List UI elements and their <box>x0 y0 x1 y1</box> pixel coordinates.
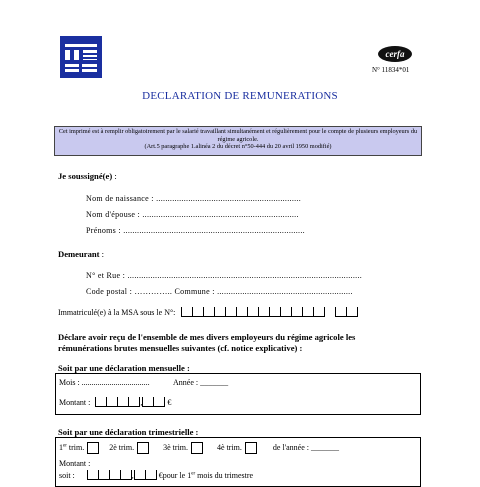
quarter-row <box>59 442 339 454</box>
page-title: DECLARATION DE REMUNERATIONS <box>142 90 338 102</box>
cerfa-badge: cerfa <box>378 46 412 62</box>
birth-name-field[interactable]: Nom de naissance : ............................................................... <box>86 194 302 203</box>
monthly-amount-integer-boxes[interactable] <box>95 397 140 407</box>
msa-logo-mark <box>60 36 102 78</box>
monthly-amount-row: Montant : , € <box>59 398 172 407</box>
address-heading-colon: : <box>99 249 105 259</box>
spouse-name-field[interactable]: Nom d'épouse : .................................................................... <box>86 210 299 219</box>
monthly-amount-decimal-boxes[interactable] <box>142 397 165 407</box>
registration-number-boxes[interactable] <box>181 307 325 317</box>
quarter-2-label: 2è trim. <box>109 442 135 452</box>
quarterly-amount-label: Montant : <box>59 459 91 468</box>
monthly-year-field[interactable]: Année : _______ <box>173 378 229 387</box>
quarter-3-checkbox[interactable] <box>191 442 203 454</box>
commune-field[interactable]: Commune : ........................................................... <box>172 287 353 296</box>
monthly-month-field[interactable]: Mois : .................................. <box>59 378 150 387</box>
quarter-1-checkbox[interactable] <box>87 442 99 454</box>
quarter-3-label: 3è trim. <box>163 442 189 452</box>
quarter-1-label: 1er trim. <box>59 442 85 452</box>
monthly-heading: Soit par une déclaration mensuelle : <box>58 363 190 373</box>
postal-code-field[interactable]: Code postal : ………….. <box>86 287 173 296</box>
quarterly-month-1-decimal-boxes[interactable] <box>134 470 157 480</box>
registration-row <box>58 307 358 317</box>
cerfa-number: N° 11834*01 <box>372 66 410 74</box>
quarterly-soit-label: soit : <box>59 471 75 480</box>
notice-text: Cet imprimé est à remplir obligatoirement par le salarié travaillant simultanément et régulièrement pour le compte de plusieurs employeurs du régime agricole. <box>58 128 418 143</box>
registration-label: Immatriculé(e) à la MSA sous le N°: <box>58 308 176 317</box>
street-field[interactable]: N° et Rue : ...................................................................................................... <box>86 271 363 280</box>
address-heading <box>58 249 104 259</box>
quarterly-month-1-row: soit : , €pour le 1er mois du trimestre <box>59 471 254 480</box>
registration-key-boxes[interactable] <box>335 307 358 317</box>
first-names-field[interactable]: Prénoms : ............................................................................... <box>86 226 305 235</box>
monthly-currency: € <box>167 398 172 407</box>
quarter-4-checkbox[interactable] <box>245 442 257 454</box>
monthly-amount-label: Montant : <box>59 398 91 407</box>
declaration-line-2: rémunérations brutes mensuelles suivantes (cf. notice explicative) : <box>58 343 303 353</box>
quarter-2-checkbox[interactable] <box>137 442 149 454</box>
quarterly-year-field[interactable]: de l'année : _______ <box>272 442 339 452</box>
identity-heading-colon: : <box>112 171 117 181</box>
identity-heading <box>58 171 117 181</box>
postal-commune-row <box>86 287 353 296</box>
quarterly-heading: Soit par une déclaration trimestrielle : <box>58 427 199 437</box>
quarter-4-label: 4è trim. <box>217 442 242 452</box>
msa-logo <box>60 36 102 78</box>
declaration-line-1: Déclare avoir reçu de l'ensemble de mes divers employeurs du régime agricole les <box>58 332 356 342</box>
notice-box <box>54 126 422 156</box>
identity-heading-label: Je soussigné(e) <box>58 171 113 181</box>
notice-legal-reference: (Art.5 paragraphe 1.alinéa 2 du décret n°50-444 du 20 avril 1950 modifié) <box>144 143 332 151</box>
quarterly-month-1-integer-boxes[interactable] <box>87 470 132 480</box>
address-heading-label: Demeurant <box>58 249 100 259</box>
quarterly-month-1-caption: €pour le 1er mois du trimestre <box>158 471 254 480</box>
